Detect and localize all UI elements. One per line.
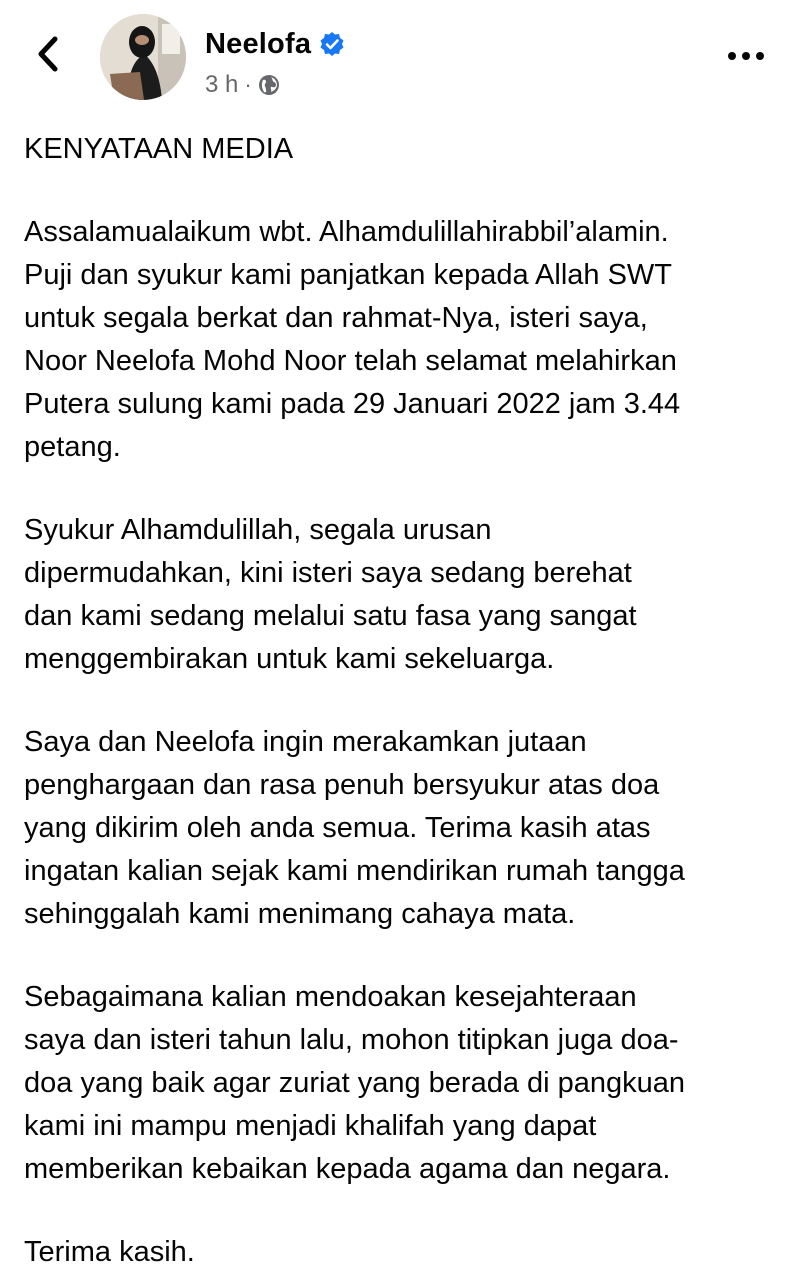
post-meta xyxy=(205,70,280,100)
post-paragraph: Terima kasih. xyxy=(24,1236,195,1268)
meta-separator: · xyxy=(244,72,252,97)
post-paragraph: Saya dan Neelofa ingin merakamkan jutaan penghargaan dan rasa penuh bersyukur atas doa yang dikirim oleh anda semua. Terima kasih atas ingatan kalian sejak kami mendirikan rumah tangga sehinggalah kami menimang cahaya mata. xyxy=(24,726,685,930)
post-paragraph: Assalamualaikum wbt. Alhamdulillahirabbil’alamin. Puji dan syukur kami panjatkan kepada Allah SWT untuk segala berkat dan rahmat-Nya, isteri saya, Noor Neelofa Mohd Noor telah selamat melahirkan Putera sulung kami pada 29 Januari 2022 jam 3.44 petang. xyxy=(24,216,681,463)
post-header xyxy=(0,0,793,110)
avatar-photo xyxy=(100,14,186,100)
back-button[interactable] xyxy=(30,32,66,76)
post-paragraph: Syukur Alhamdulillah, segala urusan dipermudahkan, kini isteri saya sedang berehat dan kami sedang melalui satu fasa yang sangat menggembirakan untuk kami sekeluarga. xyxy=(24,514,637,675)
verified-badge-icon xyxy=(319,31,345,57)
more-horizontal-icon xyxy=(726,51,766,61)
globe-icon[interactable] xyxy=(258,74,280,96)
timestamp[interactable]: 3 h xyxy=(205,71,239,98)
avatar[interactable] xyxy=(100,14,186,100)
post-title: KENYATAAN MEDIA xyxy=(24,133,294,165)
more-options-button[interactable] xyxy=(718,36,774,76)
post-paragraph: Sebagaimana kalian mendoakan kesejahteraan saya dan isteri tahun lalu, mohon titipkan juga doa- doa yang baik agar zuriat yang berada di pangkuan kami ini mampu menjadi khalifah yang dapat memberikan kebaikan kepada agama dan negara. xyxy=(24,981,686,1185)
author-name[interactable]: Neelofa xyxy=(205,27,312,60)
chevron-left-icon xyxy=(35,34,61,74)
author-row xyxy=(205,26,345,62)
post-body xyxy=(24,128,774,1280)
